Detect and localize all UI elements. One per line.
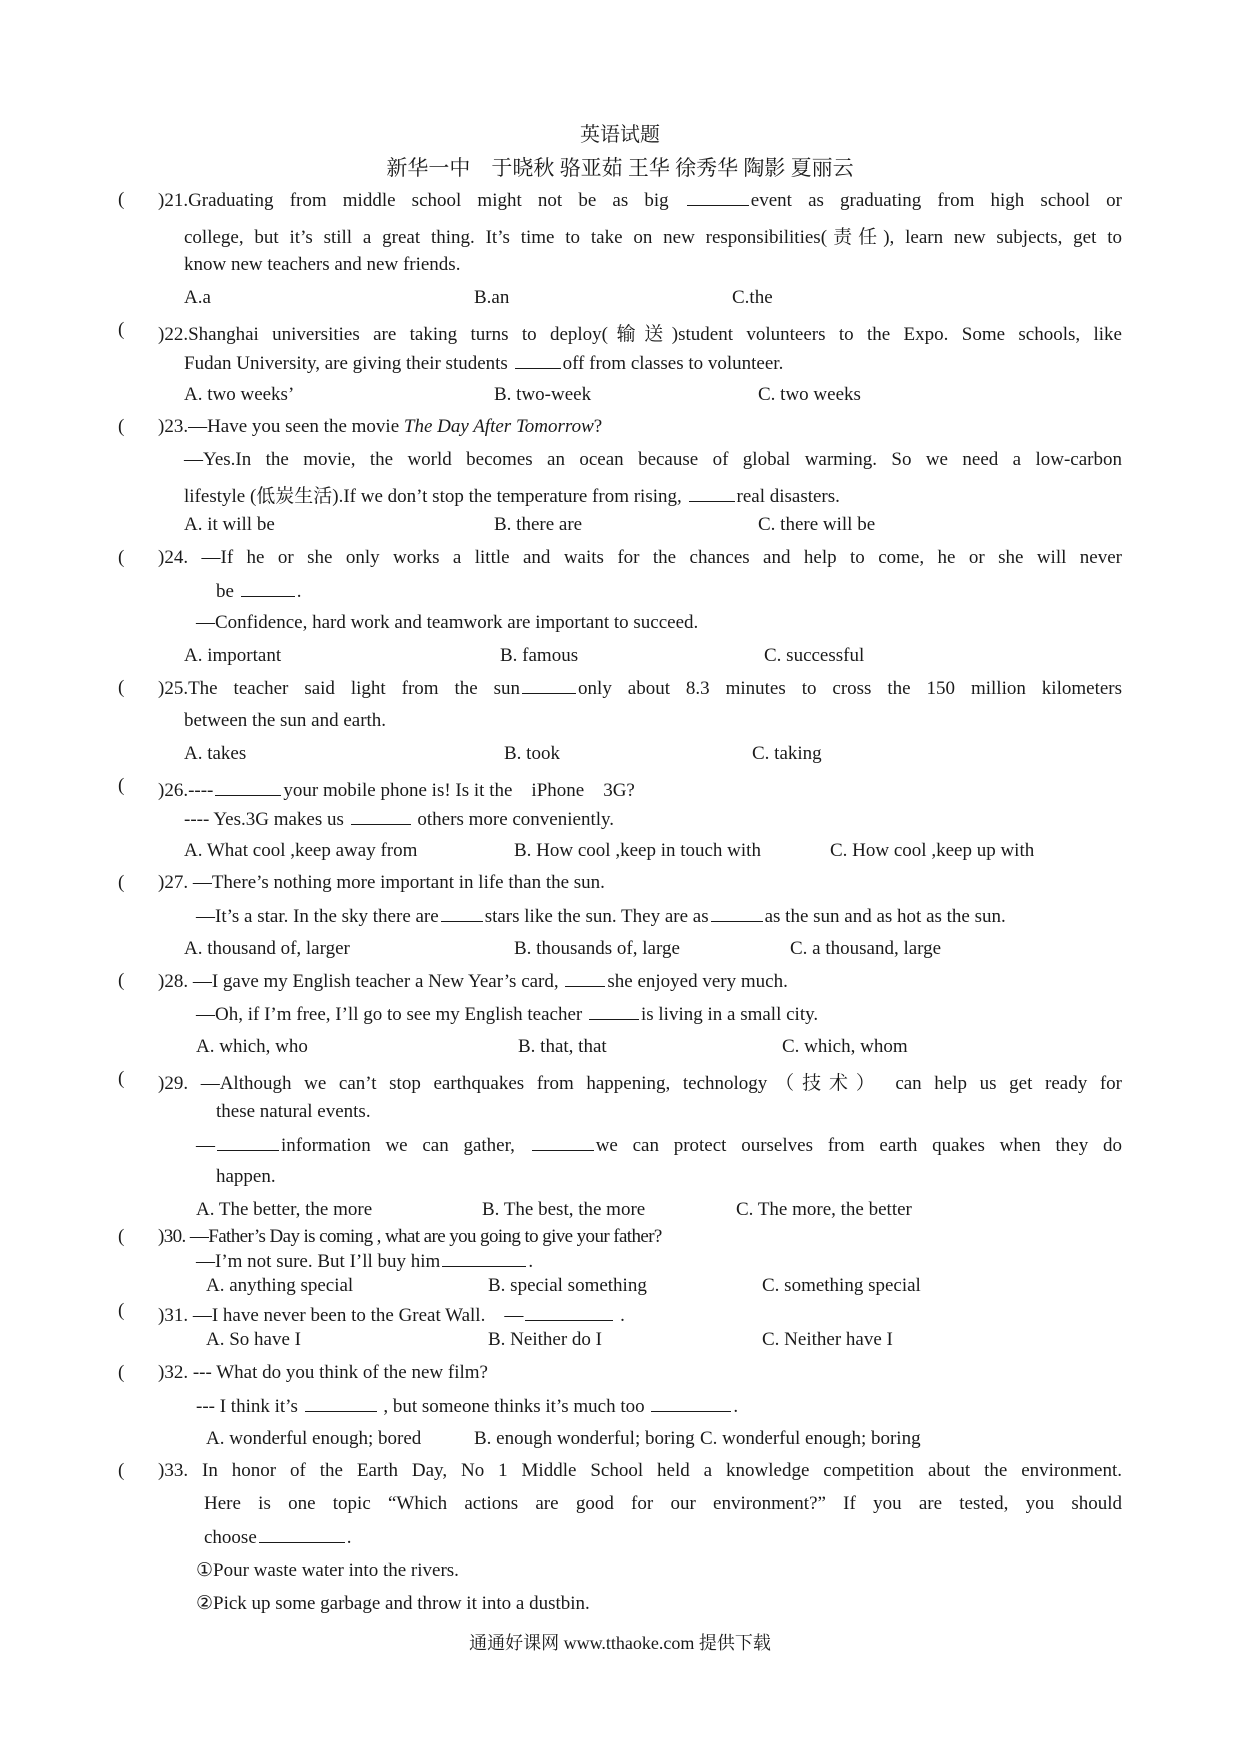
option-c: C.the: [732, 287, 773, 308]
question-text: — information we can gather, we can protect ourselves from earth quakes when they do: [196, 1135, 1122, 1156]
option-a: A. it will be: [184, 514, 275, 535]
question-text: )23.—Have you seen the movie The Day After Tomorrow?: [158, 416, 603, 437]
option-b: B.an: [474, 287, 510, 308]
page-title: 英语试题: [580, 124, 660, 146]
question-text: —Yes.In the movie, the world becomes an ocean because of global warming. So we need a low-carbon: [184, 449, 1122, 470]
answer-blank: [651, 1395, 731, 1412]
answer-blank: [522, 677, 576, 694]
answer-paren: (: [118, 677, 125, 698]
answer-blank: [525, 1304, 613, 1321]
option-a: A. thousand of, larger: [184, 938, 350, 959]
question-text: happen.: [216, 1166, 276, 1187]
answer-blank: [305, 1395, 377, 1412]
option-b: B. took: [504, 743, 560, 764]
option-b: B. enough wonderful; boring: [474, 1428, 695, 1449]
option-b: B. thousands of, large: [514, 938, 680, 959]
question-text: )28. —I gave my English teacher a New Year’s card, she enjoyed very much.: [158, 971, 788, 992]
list-item: ②Pick up some garbage and throw it into a dustbin.: [196, 1593, 590, 1614]
question-text: college, but it’s still a great thing. It’s time to take on new responsibilities(责任), learn new subjects, get to: [184, 227, 1122, 248]
option-a: A. takes: [184, 743, 247, 764]
option-c: C. successful: [764, 645, 865, 666]
option-b: B. two-week: [494, 384, 592, 405]
question-text: )25.The teacher said light from the sun only about 8.3 minutes to cross the 150 million kilometers: [158, 678, 1122, 699]
question-text: )29. —Although we can’t stop earthquakes from happening, technology（技术） can help us get ready for: [158, 1073, 1122, 1094]
question-text: these natural events.: [216, 1101, 371, 1122]
question-text: )32. --- What do you think of the new film?: [158, 1362, 488, 1383]
option-b: B. How cool ,keep in touch with: [514, 840, 761, 861]
question-text: Here is one topic “Which actions are good for our environment?” If you are tested, you should: [204, 1493, 1122, 1514]
option-c: C. How cool ,keep up with: [830, 840, 1035, 861]
option-c: C. taking: [752, 743, 822, 764]
question-text: )31. —I have never been to the Great Wall. — .: [158, 1305, 625, 1326]
option-a: A. important: [184, 645, 282, 666]
question-text: )27. —There’s nothing more important in life than the sun.: [158, 872, 605, 893]
option-c: C. something special: [762, 1275, 921, 1296]
question-text: --- I think it’s , but someone thinks it’s much too .: [196, 1396, 739, 1417]
question-text: )21.Graduating from middle school might not be as big event as graduating from high school or: [158, 190, 1122, 211]
answer-paren: (: [118, 1226, 125, 1247]
question-text: —It’s a star. In the sky there are stars like the sun. They are as as the sun and as hot as the sun.: [196, 906, 1006, 927]
question-text: )26.---- your mobile phone is! Is it the iPhone 3G?: [158, 780, 635, 801]
option-b: B. famous: [500, 645, 579, 666]
answer-paren: (: [118, 970, 125, 991]
answer-blank: [442, 1250, 526, 1267]
question-text: lifestyle (低炭生活).If we don’t stop the temperature from rising, real disasters.: [184, 486, 840, 507]
answer-blank: [565, 970, 605, 987]
option-a: A. The better, the more: [196, 1199, 373, 1220]
answer-blank: [441, 905, 483, 922]
list-item: ①Pour waste water into the rivers.: [196, 1560, 459, 1581]
question-text: )24. —If he or she only works a little and waits for the chances and help to come, he or she will never: [158, 547, 1122, 568]
answer-blank: [215, 779, 281, 796]
option-a: A. What cool ,keep away from: [184, 840, 418, 861]
answer-paren: (: [118, 872, 125, 893]
question-text: —I’m not sure. But I’ll buy him .: [196, 1251, 534, 1272]
answer-paren: (: [118, 1068, 125, 1089]
answer-paren: (: [118, 416, 125, 437]
movie-title: The Day After Tomorrow: [403, 416, 594, 437]
answer-blank: [217, 1134, 279, 1151]
option-a: A. So have I: [206, 1329, 301, 1350]
answer-blank: [711, 905, 763, 922]
option-b: B. that, that: [518, 1036, 607, 1057]
answer-paren: (: [118, 1362, 125, 1383]
option-c: C. which, whom: [782, 1036, 908, 1057]
answer-blank: [687, 189, 749, 206]
option-c: C. Neither have I: [762, 1329, 893, 1350]
answer-blank: [515, 352, 561, 369]
answer-blank: [689, 485, 735, 502]
answer-blank: [259, 1526, 345, 1543]
option-c: C. wonderful enough; boring: [700, 1428, 921, 1449]
option-a: A. which, who: [196, 1036, 308, 1057]
option-a: A. two weeks’: [184, 384, 295, 405]
answer-blank: [532, 1134, 594, 1151]
option-c: C. The more, the better: [736, 1199, 912, 1220]
footer-credit: 通通好课网 www.tthaoke.com 提供下载: [469, 1633, 771, 1653]
question-text: —Oh, if I’m free, I’ll go to see my English teacher is living in a small city.: [196, 1004, 819, 1025]
answer-blank: [241, 580, 295, 597]
option-c: C. there will be: [758, 514, 876, 535]
question-text: Fudan University, are giving their students off from classes to volunteer.: [184, 353, 784, 374]
answer-blank: [351, 808, 411, 825]
option-a: A.a: [184, 287, 211, 308]
option-a: A. anything special: [206, 1275, 354, 1296]
option-b: B. there are: [494, 514, 583, 535]
answer-paren: (: [118, 775, 125, 796]
answer-paren: (: [118, 1300, 125, 1321]
question-text: choose .: [204, 1527, 352, 1548]
question-text: ---- Yes.3G makes us others more conveniently.: [184, 809, 615, 830]
authors-line: 新华一中 于晓秋 骆亚茹 王华 徐秀华 陶影 夏丽云: [386, 156, 854, 180]
question-text: know new teachers and new friends.: [184, 254, 461, 275]
question-text: —Confidence, hard work and teamwork are important to succeed.: [196, 612, 699, 633]
option-b: B. The best, the more: [482, 1199, 646, 1220]
option-a: A. wonderful enough; bored: [206, 1428, 422, 1449]
question-text: between the sun and earth.: [184, 710, 387, 731]
answer-paren: (: [118, 189, 125, 210]
question-text: )30. —Father’s Day is coming , what are you going to give your father?: [158, 1226, 662, 1247]
answer-blank: [589, 1003, 639, 1020]
option-b: B. special something: [488, 1275, 647, 1296]
answer-paren: (: [118, 547, 125, 568]
question-text: )33. In honor of the Earth Day, No 1 Middle School held a knowledge competition about the environment.: [158, 1460, 1122, 1481]
answer-paren: (: [118, 319, 125, 340]
answer-paren: (: [118, 1460, 125, 1481]
question-text: be .: [216, 581, 302, 602]
option-c: C. two weeks: [758, 384, 861, 405]
option-b: B. Neither do I: [488, 1329, 602, 1350]
option-c: C. a thousand, large: [790, 938, 942, 959]
question-text: )22.Shanghai universities are taking turns to deploy(输送)student volunteers to the Expo. Some schools, like: [158, 324, 1122, 345]
